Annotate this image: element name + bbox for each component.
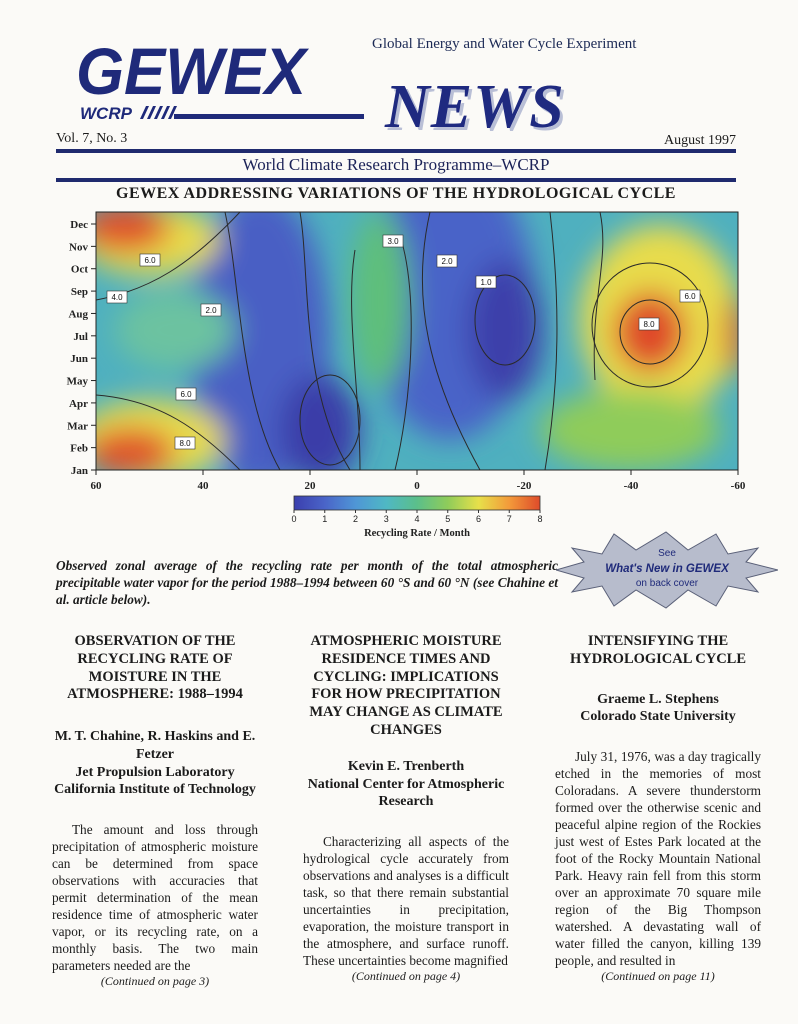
article-affiliation: National Center for Atmospheric Research <box>307 776 505 810</box>
tagline: Global Energy and Water Cycle Experiment <box>372 36 637 52</box>
lat-label: 60 <box>90 480 102 492</box>
article-body: Characterizing all aspects of the hydrological cycle accurately from observations and analyses is a difficult task, so that there remain substantial uncertainties in precipitation, evaporation, the moisture transport in the atmosphere, and surface runoff. These uncertainties become magnified <box>303 833 509 968</box>
article-title: INTENSIFYING THE HYDROLOGICAL CYCLE <box>569 633 747 667</box>
article-affiliation: Jet Propulsion Laboratory California Institute of Technology <box>54 764 256 798</box>
contour-label: 8.0 <box>643 320 655 329</box>
month-label: Apr <box>69 397 88 410</box>
continued-link[interactable]: (Continued on page 11) <box>601 969 715 984</box>
lat-label: -60 <box>730 480 746 492</box>
colorbar-tick-label: 8 <box>537 514 543 524</box>
month-label: Feb <box>70 442 88 455</box>
month-label: Mar <box>67 420 88 433</box>
news-title: NEWS <box>385 73 565 141</box>
top-rule <box>56 149 736 153</box>
colorbar <box>291 496 542 539</box>
latitude-axis <box>91 470 746 492</box>
issue-date: August 1997 <box>664 133 736 148</box>
badge-line-1: See <box>658 548 676 559</box>
article-title: OBSERVATION OF THE RECYCLING RATE OF MOISTURE IN THE ATMOSPHERE: 1988–1994 <box>67 633 243 703</box>
article-authors: Graeme L. Stephens <box>597 691 719 707</box>
month-label: Jul <box>73 330 88 343</box>
contour-label: 2.0 <box>205 306 217 315</box>
continued-link[interactable]: (Continued on page 3) <box>100 973 210 988</box>
lat-label: 0 <box>414 480 420 492</box>
colorbar-tick-label: 0 <box>291 514 297 524</box>
lat-label: -40 <box>623 480 639 492</box>
colorbar-tick-label: 4 <box>414 514 420 524</box>
figure-caption: Observed zonal average of the recycling rate per month of the total atmospheric precipitable water vapor for the period 1988–1994 between 60 °S and 60 °N (see Chahine et al. article below). <box>56 558 558 608</box>
contour-label: 3.0 <box>387 237 399 246</box>
colorbar-ramp <box>294 496 540 510</box>
lat-label: -20 <box>516 480 532 492</box>
article-body: The amount and loss through precipitation of atmospheric moisture can be determined from space observations with accuracies that permit determination of the mean residence time of atmospheric water vapor, or its recycling rate, on a monthly basis. The two main parameters needed are the <box>52 821 258 973</box>
colorbar-tick-label: 2 <box>352 514 359 524</box>
article-authors: M. T. Chahine, R. Haskins and E. Fetzer <box>54 729 256 762</box>
contour-label: 6.0 <box>180 390 192 399</box>
headline: GEWEX ADDRESSING VARIATIONS OF THE HYDROLOGICAL CYCLE <box>116 185 676 202</box>
badge-line-3: on back cover <box>635 578 699 589</box>
contour-label: 4.0 <box>111 293 123 302</box>
middle-rule <box>56 178 736 182</box>
article-chahine <box>52 633 258 989</box>
logo-wordmark: GEWEX <box>76 40 310 108</box>
month-label: Dec <box>70 219 88 231</box>
article-stephens <box>555 633 761 984</box>
month-label: Oct <box>70 263 88 276</box>
colorbar-tick-label: 7 <box>506 514 512 524</box>
colorbar-tick-label: 1 <box>322 514 328 524</box>
colorbar-label: Recycling Rate / Month <box>364 528 470 539</box>
contour-label: 6.0 <box>684 292 696 301</box>
contour-label: 8.0 <box>179 439 191 448</box>
logo-wcrp: WCRP <box>80 104 132 123</box>
gewex-logo <box>74 40 364 126</box>
subtitle: World Climate Research Programme–WCRP <box>242 155 550 174</box>
month-label: Nov <box>69 241 88 254</box>
badge-line-2: What's New in GEWEX <box>605 563 729 575</box>
whats-new-badge[interactable] <box>556 528 778 610</box>
continued-link[interactable]: (Continued on page 4) <box>351 968 461 983</box>
article-body: July 31, 1976, was a day tragically etched in the memories of most Coloradans. A severe thunderstorm formed over the otherwise scenic and peaceful alpine region of the Rockies just west of Estes Park located at the foot of the Rocky Mountain National Park. Heavy rain fell from this storm over an approximate 70 square mile region of the Big Thompson watershed. A devastating wall of water filled the canyon, killing 139 people, and resulted in <box>555 748 761 969</box>
lat-label: 40 <box>197 480 209 492</box>
colorbar-tick-label: 3 <box>383 514 389 524</box>
month-label: May <box>66 375 88 388</box>
lat-label: 20 <box>304 480 316 492</box>
article-title: ATMOSPHERIC MOISTURE RESIDENCE TIMES AND CYCLING: IMPLICATIONS FOR HOW PRECIPITATION MAY CHANGE AS CLIMATE CHANGES <box>309 633 503 739</box>
month-label: Sep <box>70 286 88 299</box>
contour-label: 2.0 <box>441 257 453 266</box>
contour-label: 1.0 <box>480 278 492 287</box>
month-label: Aug <box>68 308 88 321</box>
colorbar-tick-label: 5 <box>445 514 451 524</box>
article-authors: Kevin E. Trenberth <box>347 758 465 774</box>
article-affiliation: Colorado State University <box>580 709 736 725</box>
volume-number: Vol. 7, No. 3 <box>56 131 128 146</box>
article-trenberth <box>303 633 509 984</box>
recycling-rate-figure <box>0 205 798 541</box>
month-axis <box>67 219 96 477</box>
month-label: Jun <box>70 353 88 366</box>
month-label: Jan <box>70 465 88 477</box>
contour-label: 6.0 <box>144 256 156 265</box>
colorbar-tick-label: 6 <box>475 514 482 524</box>
